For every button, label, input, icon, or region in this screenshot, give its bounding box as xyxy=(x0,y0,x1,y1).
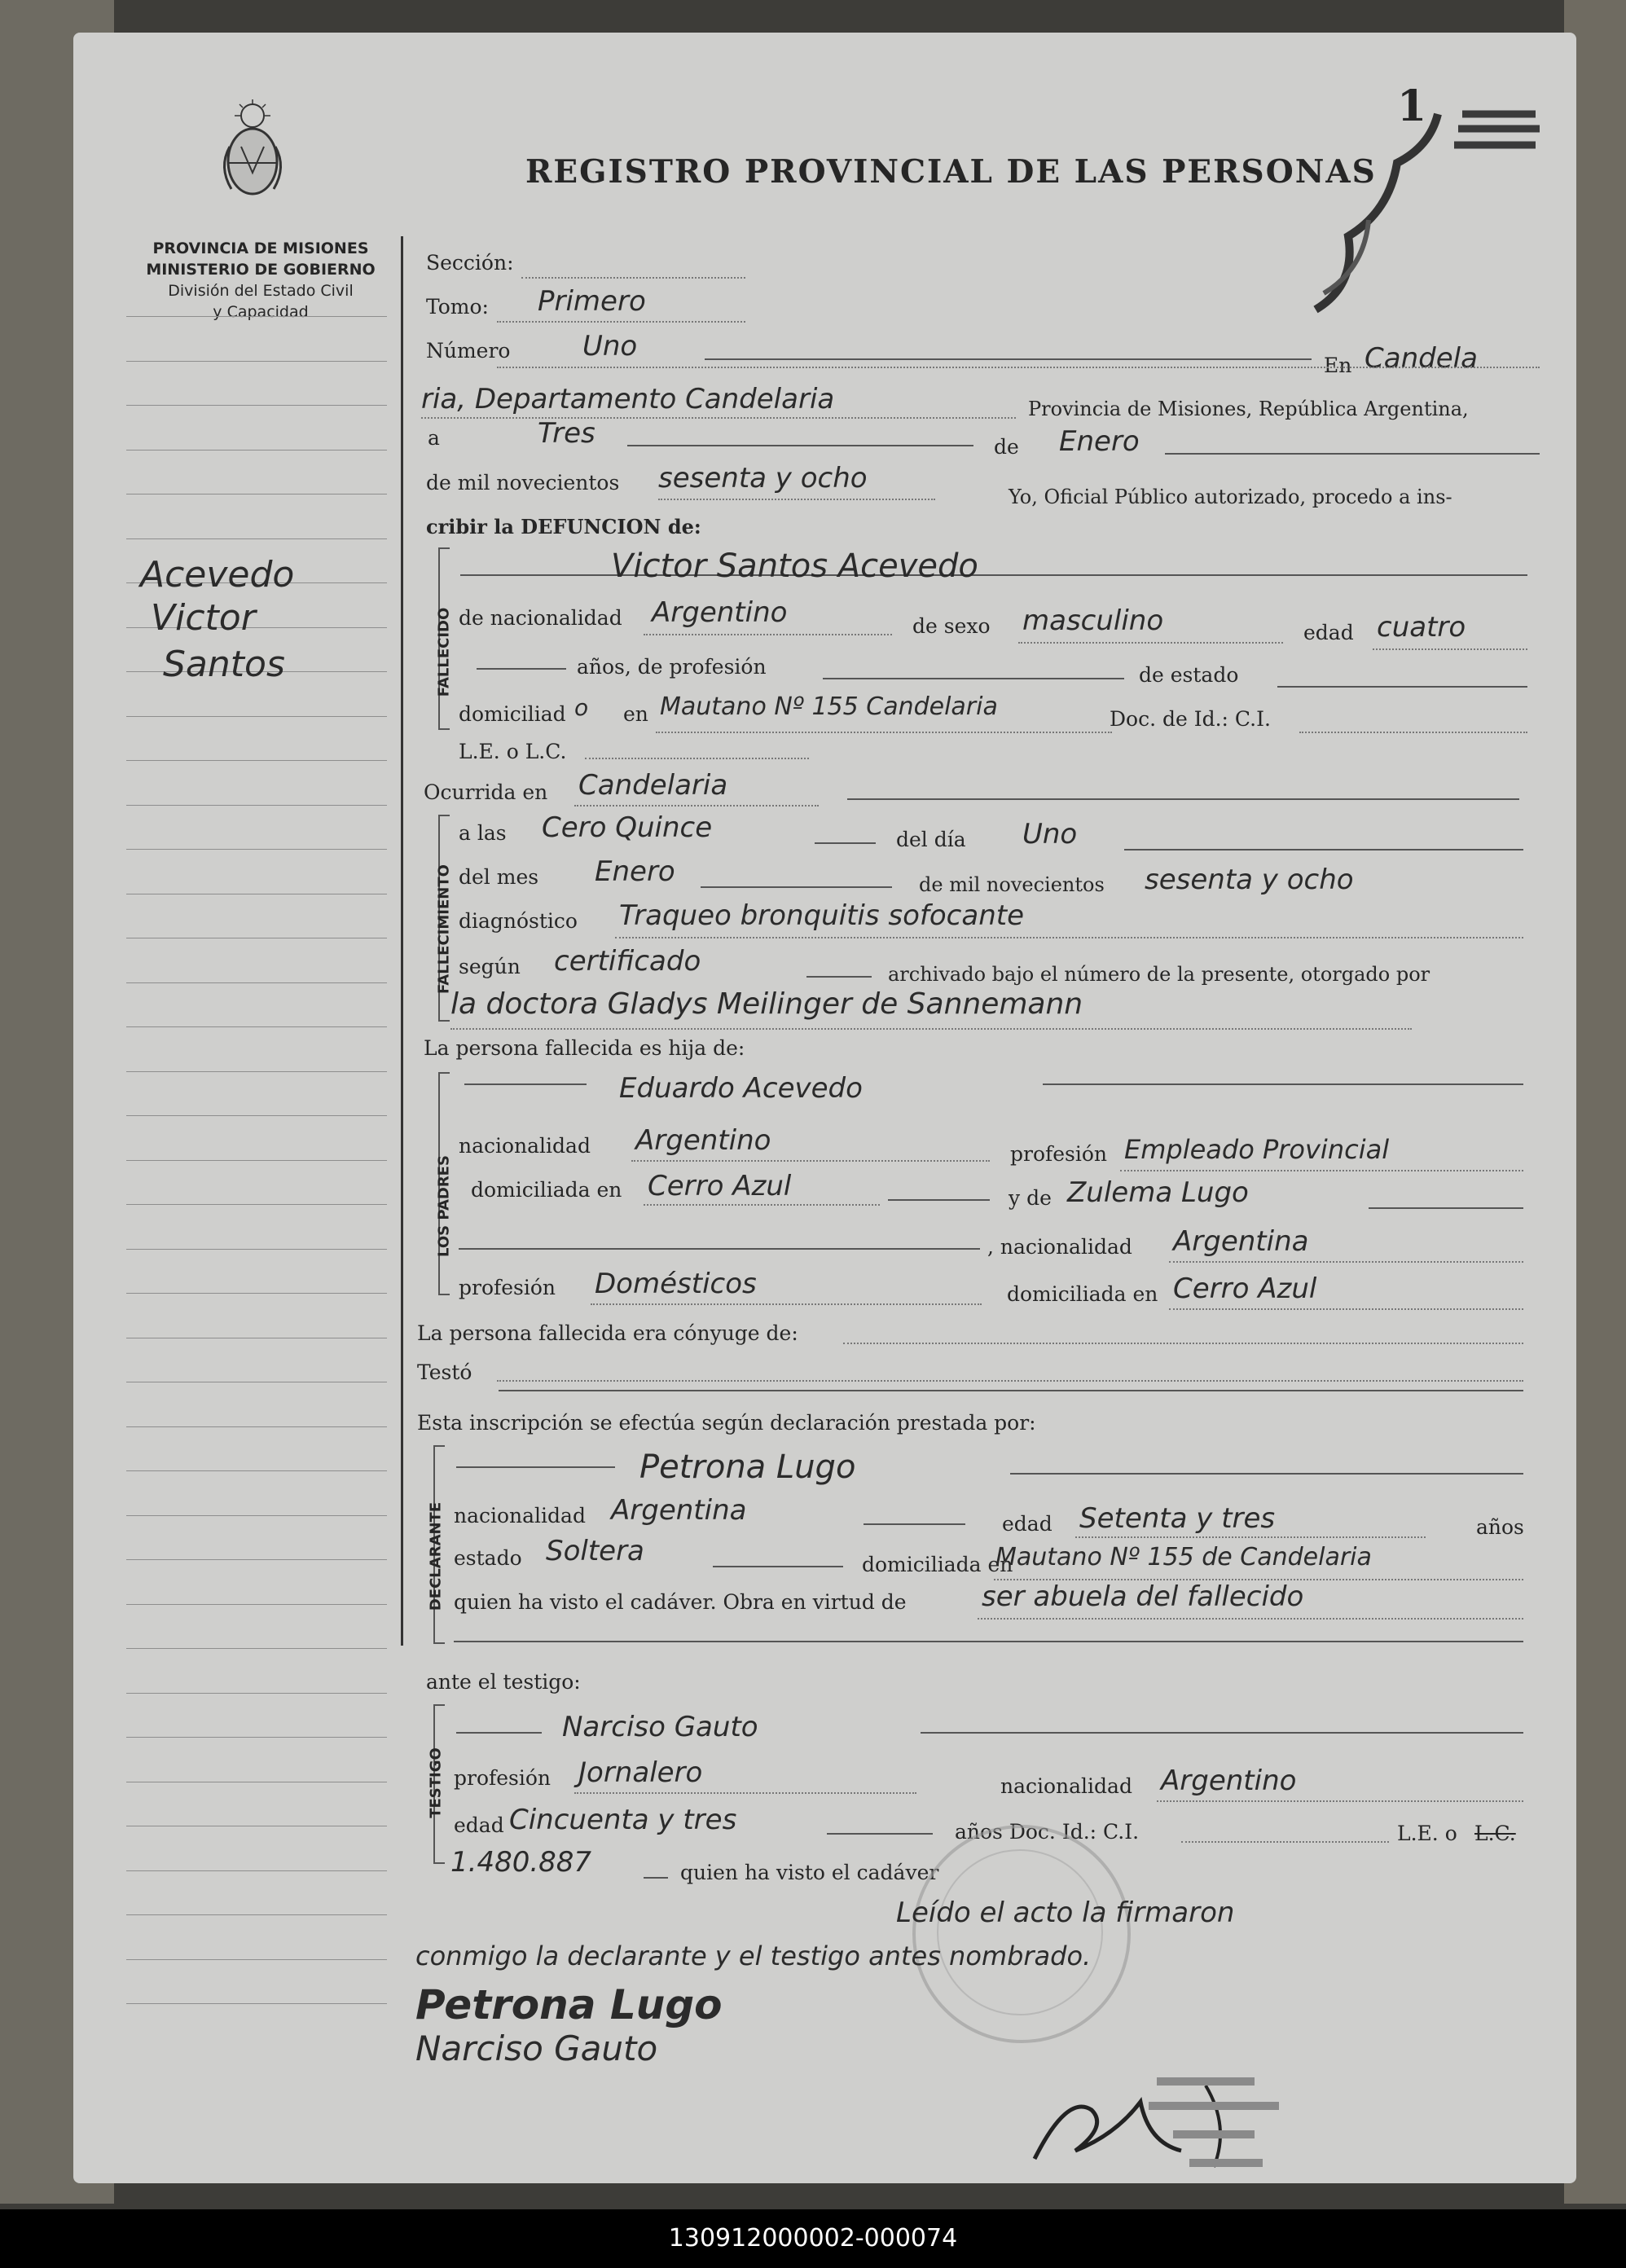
fallecido-sexo-value: masculino xyxy=(1022,604,1164,637)
declarante-domicilio-label: domiciliada en xyxy=(862,1553,1013,1576)
testigo-nacionalidad-value: Argentino xyxy=(1161,1765,1297,1797)
en-label: En xyxy=(1324,354,1352,377)
otorgado-value: la doctora Gladys Meilinger de Sannemann xyxy=(450,987,1083,1021)
declarante-line-b xyxy=(1010,1473,1523,1475)
margin-rule xyxy=(126,1959,387,1960)
declarante-nacionalidad-label: nacionalidad xyxy=(454,1504,586,1527)
margin-rule xyxy=(126,1604,387,1605)
testigo-nacionalidad-label: nacionalidad xyxy=(1000,1774,1132,1798)
nacionalidad-field xyxy=(644,634,892,635)
declarante-edad-field xyxy=(1075,1536,1426,1538)
conyuge-label: La persona fallecida era cónyuge de: xyxy=(417,1321,798,1345)
margin-rule xyxy=(126,1914,387,1915)
ocurrida-value: Candelaria xyxy=(578,769,728,802)
le-lc-field xyxy=(585,758,809,759)
testigo-nombre-value: Narciso Gauto xyxy=(562,1711,758,1743)
margin-rule xyxy=(126,1026,387,1027)
sexo-field xyxy=(1018,642,1283,644)
registry-stamp-inner xyxy=(937,1849,1103,2015)
madre-line xyxy=(459,1248,980,1250)
margin-rule xyxy=(126,1115,387,1116)
del-mes-label: del mes xyxy=(459,865,539,889)
otorgado-field xyxy=(450,1028,1412,1030)
margin-rule xyxy=(126,1515,387,1516)
document-id-footer: 130912000002-000074 xyxy=(0,2209,1626,2268)
margin-rule xyxy=(126,538,387,539)
margin-rule xyxy=(126,760,387,761)
cribir-label: cribir la DEFUNCION de: xyxy=(426,515,701,538)
mes-fall-value: Enero xyxy=(595,855,675,888)
mes-value: Enero xyxy=(1059,425,1140,458)
mil-novecientos-label: de mil novecientos xyxy=(426,471,620,494)
page-number: 1 xyxy=(1397,81,1427,131)
edad-field xyxy=(1373,648,1527,650)
declarante-domicilio-value: Mautano Nº 155 de Candelaria xyxy=(995,1543,1372,1571)
provincia-label: Provincia de Misiones, República Argentina, xyxy=(1028,398,1469,420)
padre-domicilio-field xyxy=(644,1204,880,1206)
y-de-label: y de xyxy=(1009,1186,1052,1210)
padres-side-label: LOS PADRES xyxy=(435,1155,453,1257)
declarante-nombre-value: Petrona Lugo xyxy=(639,1448,856,1486)
seccion-label: Sección: xyxy=(426,251,514,275)
de-label: de xyxy=(994,435,1019,459)
hora-line xyxy=(815,842,876,844)
segun-value: certificado xyxy=(554,945,701,978)
margin-divider xyxy=(401,236,403,1646)
testigo-profesion-field xyxy=(574,1792,916,1794)
testigo-line-a xyxy=(456,1732,542,1734)
numero-value: Uno xyxy=(582,330,638,363)
mes-fall-line xyxy=(701,886,892,888)
anio-field xyxy=(658,499,935,500)
madre-profesion-value: Domésticos xyxy=(595,1268,757,1300)
office-header xyxy=(122,238,399,323)
cierre-a-value: Leído el acto la firmaron xyxy=(896,1897,1235,1929)
madre-profesion-field xyxy=(591,1303,982,1305)
domiciliado-en-label: en xyxy=(623,702,648,726)
diagnostico-field xyxy=(615,937,1523,938)
struck-number-scribble-icon xyxy=(1291,90,1552,334)
de-nacionalidad-label: de nacionalidad xyxy=(459,606,622,630)
lugar-value-b: ria, Departamento Candelaria xyxy=(421,383,835,415)
padre-profesion-label: profesión xyxy=(1010,1142,1108,1166)
hija-de-label: La persona fallecida es hija de: xyxy=(424,1036,745,1060)
faded-stamp-text-icon xyxy=(1140,2069,1352,2183)
margin-rule xyxy=(126,1559,387,1560)
seccion-field xyxy=(521,277,745,279)
quien-visto-label: quien ha visto el cadáver. Obra en virtud de xyxy=(454,1590,907,1614)
testo-label: Testó xyxy=(417,1360,472,1384)
coat-of-arms-icon xyxy=(213,98,292,202)
margin-rule xyxy=(126,1470,387,1471)
estado-line xyxy=(1277,686,1527,688)
declarante-edad-value: Setenta y tres xyxy=(1079,1502,1276,1535)
dia-fall-line xyxy=(1124,849,1523,850)
doc-id-field xyxy=(1299,732,1527,733)
ocurrida-label: Ocurrida en xyxy=(424,780,548,804)
diagnostico-label: diagnóstico xyxy=(459,909,578,933)
margin-rule xyxy=(126,1870,387,1871)
fallecido-nombre-value: Victor Santos Acevedo xyxy=(611,547,978,585)
testigo-anos-doc-label: años Doc. Id.: C.I. xyxy=(955,1820,1140,1844)
madre-domicilio-field xyxy=(1169,1308,1523,1310)
testigo-le-label: L.E. o xyxy=(1397,1822,1457,1845)
padre-nacionalidad-label: nacionalidad xyxy=(459,1134,591,1158)
declarante-estado-line xyxy=(713,1566,843,1567)
madre-nombre-line xyxy=(1369,1207,1523,1209)
de-mil-novecientos-label: de mil novecientos xyxy=(919,873,1105,896)
padre-line-b xyxy=(1043,1083,1523,1085)
madre-domicilio-value: Cerro Azul xyxy=(1173,1272,1317,1305)
margin-rule xyxy=(126,1249,387,1250)
margin-rule xyxy=(126,361,387,362)
testo-field xyxy=(497,1380,1523,1382)
padre-profesion-value: Empleado Provincial xyxy=(1124,1134,1390,1165)
testigo-doc-value: 1.480.887 xyxy=(450,1846,592,1879)
fallecimiento-side-label: FALLECIMIENTO xyxy=(435,864,453,994)
padre-domicilio-label: domiciliada en xyxy=(471,1178,622,1202)
anos-line xyxy=(477,668,566,670)
anos-profesion-label: años, de profesión xyxy=(577,655,767,679)
dia-fall-value: Uno xyxy=(1022,818,1078,850)
margin-rule xyxy=(126,1293,387,1294)
madre-nacionalidad-value: Argentina xyxy=(1173,1225,1309,1258)
margin-rule xyxy=(126,1426,387,1427)
diagnostico-value: Traqueo bronquitis sofocante xyxy=(619,899,1025,932)
margin-name-middle: Santos xyxy=(163,644,285,685)
ocurrida-line xyxy=(847,798,1519,800)
dia-value: Tres xyxy=(538,417,595,450)
numero-line xyxy=(705,358,1312,360)
testigo-line-b xyxy=(921,1732,1523,1734)
margin-rule xyxy=(126,716,387,717)
ante-testigo-label: ante el testigo: xyxy=(426,1670,581,1694)
margin-rule xyxy=(126,805,387,806)
margin-rule xyxy=(126,1071,387,1072)
margin-rule xyxy=(126,1737,387,1738)
margin-name-first: Victor xyxy=(151,597,256,639)
anio-value: sesenta y ocho xyxy=(658,462,868,494)
padre-domicilio-line xyxy=(888,1199,990,1201)
anio-fall-value: sesenta y ocho xyxy=(1145,864,1354,896)
testigo-doc-field xyxy=(1181,1841,1389,1843)
a-label: a xyxy=(428,426,440,450)
declarante-nacionalidad-line xyxy=(864,1523,965,1525)
ocurrida-field xyxy=(574,805,819,807)
fallecido-domicilio-value: Mautano Nº 155 Candelaria xyxy=(660,692,998,721)
office-line-3: División del Estado Civil xyxy=(168,282,354,300)
cierre-b-value: conmigo la declarante y el testigo antes nombrado. xyxy=(415,1941,1092,1971)
padre-nacionalidad-field xyxy=(631,1160,990,1162)
margin-rule xyxy=(126,316,387,317)
numero-label: Número xyxy=(426,339,511,363)
firma-testigo: Narciso Gauto xyxy=(415,2028,658,2068)
margin-rule xyxy=(126,1160,387,1161)
declarante-line-c xyxy=(454,1641,1523,1642)
padre-nacionalidad-value: Argentino xyxy=(635,1124,771,1157)
margin-rule xyxy=(126,1648,387,1649)
mes-line xyxy=(1165,453,1540,455)
declarante-nacionalidad-value: Argentina xyxy=(611,1494,747,1527)
declarante-estado-value: Soltera xyxy=(546,1535,644,1567)
del-dia-label: del día xyxy=(896,828,966,851)
de-estado-label: de estado xyxy=(1139,663,1239,687)
testigo-doc-line xyxy=(644,1877,668,1879)
de-sexo-label: de sexo xyxy=(912,614,991,638)
declaracion-label: Esta inscripción se efectúa según declaración prestada por: xyxy=(417,1411,1036,1435)
madre-nacionalidad-field xyxy=(1169,1261,1523,1263)
segun-label: según xyxy=(459,955,521,978)
declarante-edad-label: edad xyxy=(1002,1512,1053,1536)
declarante-anos-label: años xyxy=(1476,1515,1524,1539)
madre-nacionalidad-label: , nacionalidad xyxy=(987,1235,1132,1259)
margin-rule xyxy=(126,1693,387,1694)
testigo-edad-label: edad xyxy=(454,1813,504,1837)
margin-rule xyxy=(126,1204,387,1205)
profesion-line xyxy=(823,678,1124,679)
domiciliado-suffix: o xyxy=(574,694,589,721)
testigo-profesion-value: Jornalero xyxy=(578,1756,703,1789)
testigo-lc-struck-label: L.C. xyxy=(1474,1822,1516,1845)
padre-profesion-field xyxy=(1120,1170,1523,1171)
declarante-line-a xyxy=(456,1466,615,1468)
le-lc-label: L.E. o L.C. xyxy=(459,740,567,763)
office-line-2: MINISTERIO DE GOBIERNO xyxy=(146,261,376,279)
fallecido-edad-value: cuatro xyxy=(1377,611,1466,644)
tomo-field xyxy=(497,321,745,323)
firma-declarante: Petrona Lugo xyxy=(415,1981,723,2028)
testigo-profesion-label: profesión xyxy=(454,1766,552,1790)
margin-rule xyxy=(126,2003,387,2004)
margin-rule xyxy=(126,982,387,983)
page-title: REGISTRO PROVINCIAL DE LAS PERSONAS xyxy=(525,153,1377,191)
doc-id-label: Doc. de Id.: C.I. xyxy=(1110,707,1271,731)
hora-value: Cero Quince xyxy=(542,811,713,844)
declarante-estado-label: estado xyxy=(454,1546,522,1570)
fallecido-side-label: FALLECIDO xyxy=(435,607,453,697)
tomo-label: Tomo: xyxy=(426,295,489,319)
padre-nombre-value: Eduardo Acevedo xyxy=(619,1072,863,1105)
lugar-field xyxy=(421,417,1016,419)
madre-domicilio-label: domiciliada en xyxy=(1007,1282,1158,1306)
margin-rule xyxy=(126,849,387,850)
testigo-side-label: TESTIGO xyxy=(427,1747,445,1818)
numero-field xyxy=(497,367,1540,368)
oficial-label: Yo, Oficial Público autorizado, procedo a ins- xyxy=(1009,486,1452,508)
conyuge-field xyxy=(843,1343,1523,1344)
declarante-side-label: DECLARANTE xyxy=(427,1501,445,1611)
office-line-4: y Capacidad xyxy=(213,303,309,321)
segun-line xyxy=(806,976,872,978)
madre-nombre-value: Zulema Lugo xyxy=(1067,1176,1249,1209)
edad-label: edad xyxy=(1303,621,1354,644)
archivado-label: archivado bajo el número de la presente, otorgado por xyxy=(888,963,1430,986)
dia-line xyxy=(627,445,973,446)
domiciliado-label: domiciliad xyxy=(459,702,566,726)
padre-line-a xyxy=(464,1083,587,1085)
domicilio-field xyxy=(656,732,1112,733)
margin-rule xyxy=(126,450,387,451)
testo-line xyxy=(499,1390,1523,1391)
margin-name-surname: Acevedo xyxy=(140,554,295,596)
lugar-value-a: Candela xyxy=(1365,342,1478,375)
declarante-virtud-value: ser abuela del fallecido xyxy=(982,1580,1304,1613)
testigo-edad-value: Cincuenta y tres xyxy=(509,1804,737,1836)
margin-rule xyxy=(126,405,387,406)
testigo-nacionalidad-field xyxy=(1157,1800,1523,1802)
declarante-virtud-field xyxy=(978,1618,1523,1620)
a-las-label: a las xyxy=(459,821,507,845)
testigo-edad-line xyxy=(827,1833,933,1835)
fallecido-nacionalidad-value: Argentino xyxy=(652,596,788,629)
quien-visto-b-label: quien ha visto el cadáver xyxy=(680,1861,939,1884)
padre-domicilio-value: Cerro Azul xyxy=(648,1170,792,1202)
madre-profesion-label: profesión xyxy=(459,1276,556,1299)
tomo-value: Primero xyxy=(538,285,646,318)
office-line-1: PROVINCIA DE MISIONES xyxy=(152,240,369,257)
